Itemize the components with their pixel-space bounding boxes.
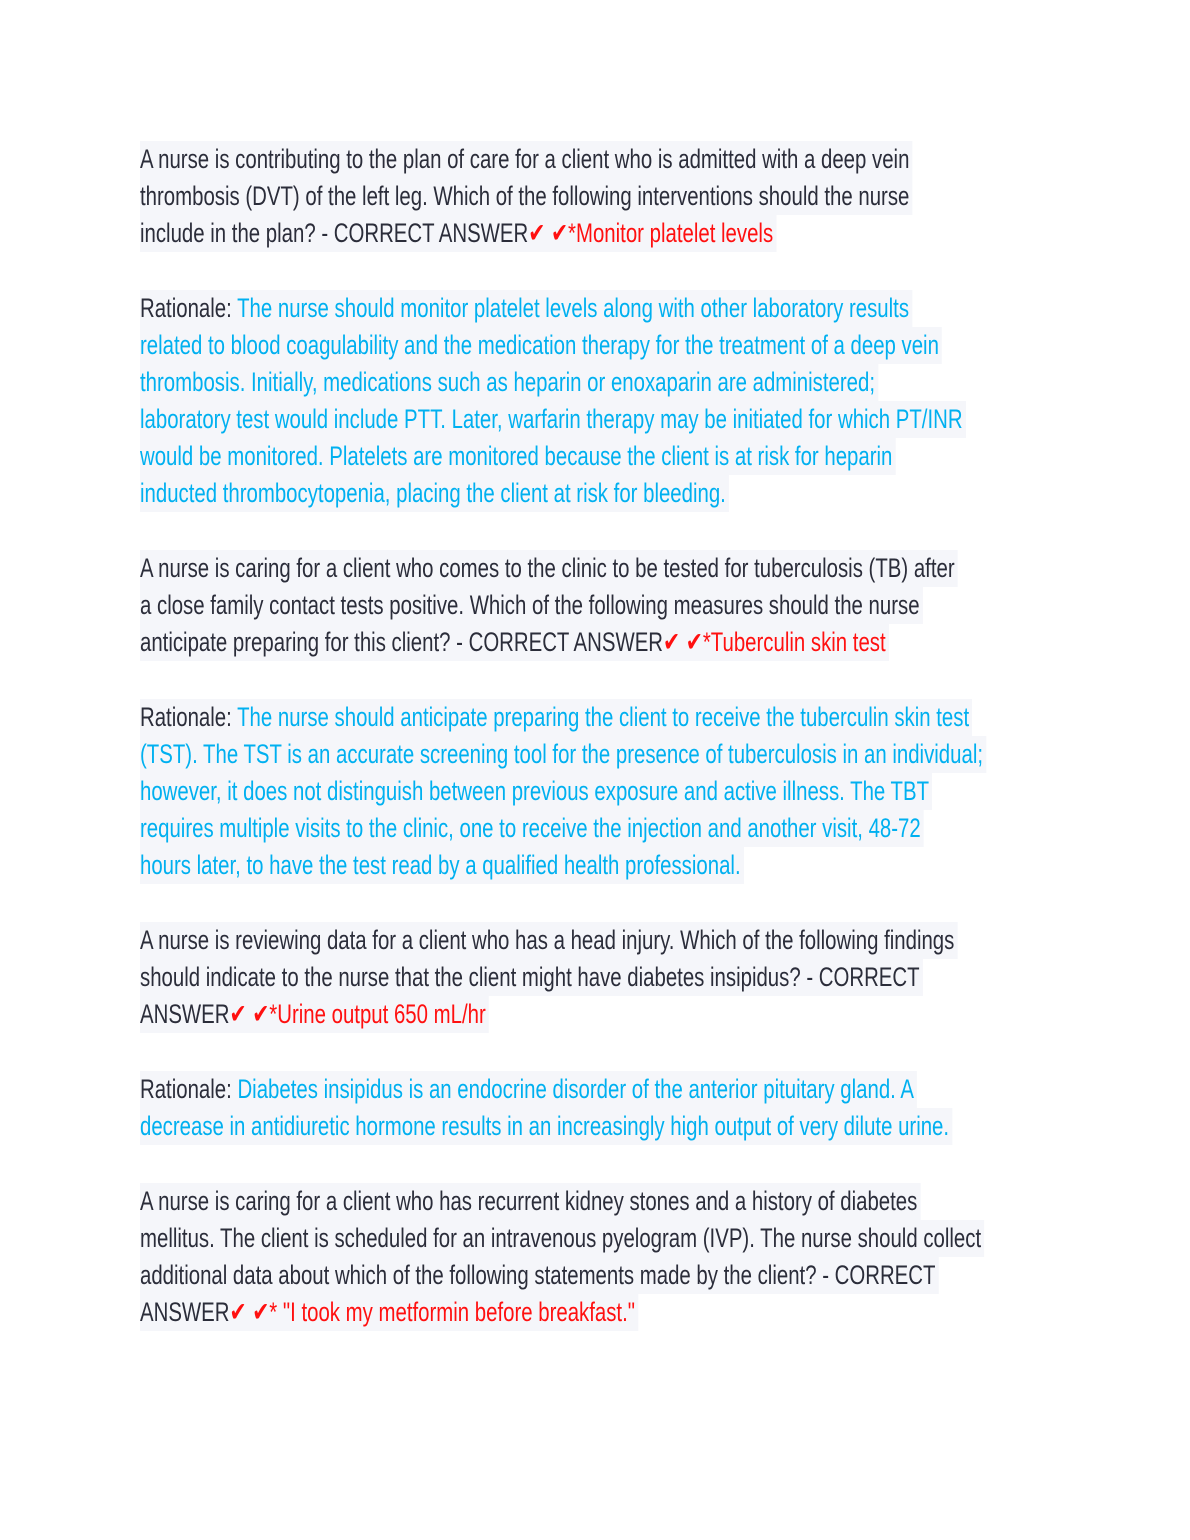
checkmark-icon: ✔ ✔ <box>229 999 270 1029</box>
highlighted-line <box>140 1294 638 1331</box>
text-line <box>140 736 1140 773</box>
text-segment: ANSWER <box>140 999 230 1029</box>
text-segment: thrombosis (DVT) of the left leg. Which of the following interventions should the nurse <box>140 181 910 211</box>
rationale-text: (TST). The TST is an accurate screening tool for the presence of tuberculosis in an individual; <box>140 739 984 769</box>
text-line <box>140 215 1140 252</box>
rationale-block <box>140 699 1140 884</box>
text-line <box>140 401 1140 438</box>
checkmark-icon: ✔ ✔ <box>663 627 703 657</box>
text-segment: ANSWER <box>140 1297 230 1327</box>
highlighted-line <box>140 810 924 847</box>
text-line <box>140 141 1140 178</box>
document-page <box>140 141 1140 1369</box>
highlighted-line <box>140 141 912 178</box>
text-line <box>140 1183 1140 1220</box>
highlighted-line <box>140 773 932 810</box>
highlighted-line <box>140 1108 952 1145</box>
rationale-block <box>140 1071 1140 1145</box>
question-block <box>140 141 1140 252</box>
text-line <box>140 550 1140 587</box>
highlighted-line <box>140 1257 938 1294</box>
text-line <box>140 364 1140 401</box>
text-line <box>140 773 1140 810</box>
rationale-text: inducted thrombocytopenia, placing the client at risk for bleeding. <box>140 478 726 508</box>
rationale-text: thrombosis. Initially, medications such as heparin or enoxaparin are administered; <box>140 367 875 397</box>
rationale-text: however, it does not distinguish between previous exposure and active illness. The TBT <box>140 776 930 806</box>
rationale-text: requires multiple visits to the clinic, one to receive the injection and another visit, 48-72 <box>140 813 921 843</box>
text-line <box>140 178 1140 215</box>
rationale-text: would be monitored. Platelets are monitored because the client is at risk for heparin <box>140 441 893 471</box>
text-line <box>140 624 1140 661</box>
checkmark-icon: ✔ ✔ <box>528 218 569 248</box>
highlighted-line <box>140 959 923 996</box>
rationale-text: The nurse should anticipate preparing the client to receive the tuberculin skin test <box>237 702 970 732</box>
highlighted-line <box>140 290 912 327</box>
rationale-text: hours later, to have the test read by a qualified health professional. <box>140 850 741 880</box>
question-block <box>140 922 1140 1033</box>
text-line <box>140 587 1140 624</box>
text-line <box>140 959 1140 996</box>
rationale-text: Diabetes insipidus is an endocrine disorder of the anterior pituitary gland. A <box>237 1074 914 1104</box>
text-segment: additional data about which of the following statements made by the client? - CORRECT <box>140 1260 936 1290</box>
text-segment: anticipate preparing for this client? - CORRECT ANSWER <box>140 627 664 657</box>
text-line <box>140 290 1140 327</box>
rationale-label: Rationale: <box>140 1074 238 1104</box>
text-line <box>140 847 1140 884</box>
highlighted-line <box>140 736 986 773</box>
highlighted-line <box>140 1183 920 1220</box>
highlighted-line <box>140 438 895 475</box>
highlighted-line <box>140 699 972 736</box>
text-segment: mellitus. The client is scheduled for an intravenous pyelogram (IVP). The nurse should collect <box>140 1223 982 1253</box>
text-segment: should indicate to the nurse that the client might have diabetes insipidus? - CORRECT <box>140 962 920 992</box>
rationale-text: related to blood coagulability and the medication therapy for the treatment of a deep vein <box>140 330 939 360</box>
text-line <box>140 810 1140 847</box>
text-line <box>140 475 1140 512</box>
checkmark-icon: ✔ ✔ <box>229 1297 270 1327</box>
text-segment: A nurse is caring for a client who has recurrent kidney stones and a history of diabetes <box>140 1186 918 1216</box>
text-line <box>140 1108 1140 1145</box>
highlighted-line <box>140 475 729 512</box>
correct-answer: * "I took my metformin before breakfast." <box>269 1297 635 1327</box>
text-line <box>140 1071 1140 1108</box>
rationale-text: The nurse should monitor platelet levels along with other laboratory results <box>237 293 910 323</box>
highlighted-line <box>140 364 878 401</box>
highlighted-line <box>140 401 966 438</box>
text-line <box>140 1220 1140 1257</box>
rationale-text: decrease in antidiuretic hormone results in an increasingly high output of very dilute urine. <box>140 1111 950 1141</box>
correct-answer: *Tuberculin skin test <box>702 627 886 657</box>
rationale-text: laboratory test would include PTT. Later, warfarin therapy may be initiated for which PT/INR <box>140 404 963 434</box>
text-line <box>140 1294 1140 1331</box>
highlighted-line <box>140 1220 984 1257</box>
highlighted-line <box>140 327 942 364</box>
text-segment: a close family contact tests positive. Which of the following measures should the nurse <box>140 590 920 620</box>
correct-answer: *Urine output 650 mL/hr <box>269 999 486 1029</box>
question-block <box>140 1183 1140 1331</box>
highlighted-line <box>140 1071 917 1108</box>
highlighted-line <box>140 996 489 1033</box>
text-line <box>140 996 1140 1033</box>
highlighted-line <box>140 624 889 661</box>
rationale-label: Rationale: <box>140 293 238 323</box>
question-block <box>140 550 1140 661</box>
rationale-block <box>140 290 1140 512</box>
text-line <box>140 922 1140 959</box>
highlighted-line <box>140 178 912 215</box>
highlighted-line <box>140 847 744 884</box>
highlighted-line <box>140 215 776 252</box>
text-segment: A nurse is caring for a client who comes to the clinic to be tested for tuberculosis (TB) after <box>140 553 955 583</box>
text-segment: A nurse is reviewing data for a client who has a head injury. Which of the following findings <box>140 925 955 955</box>
highlighted-line <box>140 922 957 959</box>
text-line <box>140 438 1140 475</box>
highlighted-line <box>140 550 958 587</box>
correct-answer: *Monitor platelet levels <box>568 218 774 248</box>
text-line <box>140 699 1140 736</box>
rationale-label: Rationale: <box>140 702 238 732</box>
text-segment: include in the plan? - CORRECT ANSWER <box>140 218 529 248</box>
text-segment: A nurse is contributing to the plan of care for a client who is admitted with a deep vein <box>140 144 910 174</box>
highlighted-line <box>140 587 923 624</box>
text-line <box>140 1257 1140 1294</box>
text-line <box>140 327 1140 364</box>
